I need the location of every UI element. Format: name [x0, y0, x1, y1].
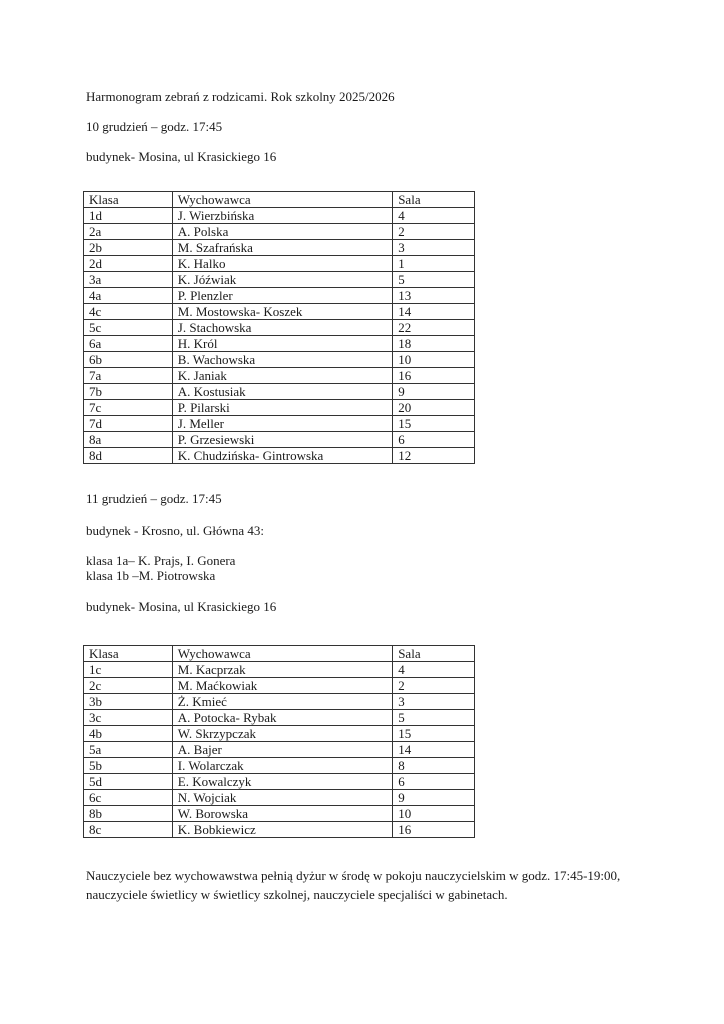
cell-sala: 4: [393, 662, 475, 678]
cell-sala: 14: [393, 304, 475, 320]
cell-klasa: 8c: [84, 822, 173, 838]
cell-wychowawca: W. Borowska: [172, 806, 392, 822]
cell-wychowawca: J. Meller: [172, 416, 392, 432]
cell-wychowawca: B. Wachowska: [172, 352, 392, 368]
table-row: [84, 806, 475, 822]
cell-klasa: 2b: [84, 240, 173, 256]
cell-klasa: 2c: [84, 678, 173, 694]
table-row: [84, 320, 475, 336]
table-row: [84, 288, 475, 304]
cell-wychowawca: P. Plenzler: [172, 288, 392, 304]
table-row: [84, 416, 475, 432]
table-row: [84, 662, 475, 678]
table-row: [84, 694, 475, 710]
cell-wychowawca: N. Wojciak: [172, 790, 392, 806]
table-row: [84, 256, 475, 272]
table-row: [84, 304, 475, 320]
table-header-row: [84, 646, 475, 662]
cell-sala: 15: [393, 726, 475, 742]
cell-sala: 15: [393, 416, 475, 432]
krosno-class-1a: klasa 1a– K. Prajs, I. Gonera: [86, 553, 236, 568]
cell-wychowawca: J. Stachowska: [172, 320, 392, 336]
cell-klasa: 7c: [84, 400, 173, 416]
table-row: [84, 240, 475, 256]
header-wychowawca: Wychowawca: [172, 192, 392, 208]
table-row: [84, 678, 475, 694]
cell-wychowawca: M. Mostowska- Koszek: [172, 304, 392, 320]
cell-wychowawca: K. Chudzińska- Gintrowska: [172, 448, 392, 464]
cell-wychowawca: K. Bobkiewicz: [172, 822, 392, 838]
table-row: [84, 272, 475, 288]
day1-date: 10 grudzień – godz. 17:45: [86, 119, 223, 134]
day2-building-krosno: budynek - Krosno, ul. Główna 43:: [86, 523, 265, 538]
header-sala: Sala: [393, 192, 475, 208]
cell-sala: 12: [393, 448, 475, 464]
cell-klasa: 7a: [84, 368, 173, 384]
cell-sala: 6: [393, 432, 475, 448]
cell-sala: 10: [393, 352, 475, 368]
table-row: [84, 448, 475, 464]
table-header-row: [84, 192, 475, 208]
cell-klasa: 3b: [84, 694, 173, 710]
cell-sala: 5: [393, 710, 475, 726]
table-row: [84, 208, 475, 224]
header-wychowawca: Wychowawca: [172, 646, 392, 662]
cell-wychowawca: P. Grzesiewski: [172, 432, 392, 448]
table-row: [84, 710, 475, 726]
table-row: [84, 758, 475, 774]
header-sala: Sala: [393, 646, 475, 662]
cell-klasa: 5d: [84, 774, 173, 790]
note-line-2: nauczyciele świetlicy w świetlicy szkolnej, nauczyciele specjaliści w gabinetach.: [86, 887, 508, 902]
document-title: Harmonogram zebrań z rodzicami. Rok szkolny 2025/2026: [86, 89, 395, 104]
cell-klasa: 2a: [84, 224, 173, 240]
cell-klasa: 2d: [84, 256, 173, 272]
cell-wychowawca: W. Skrzypczak: [172, 726, 392, 742]
cell-sala: 10: [393, 806, 475, 822]
cell-klasa: 3a: [84, 272, 173, 288]
cell-sala: 16: [393, 368, 475, 384]
cell-sala: 13: [393, 288, 475, 304]
cell-wychowawca: M. Szafrańska: [172, 240, 392, 256]
cell-sala: 3: [393, 240, 475, 256]
cell-sala: 14: [393, 742, 475, 758]
cell-klasa: 4b: [84, 726, 173, 742]
cell-wychowawca: H. Król: [172, 336, 392, 352]
table-row: [84, 368, 475, 384]
cell-wychowawca: K. Janiak: [172, 368, 392, 384]
cell-klasa: 6a: [84, 336, 173, 352]
header-klasa: Klasa: [84, 192, 173, 208]
cell-sala: 5: [393, 272, 475, 288]
cell-wychowawca: A. Polska: [172, 224, 392, 240]
cell-klasa: 8a: [84, 432, 173, 448]
note-line-1: Nauczyciele bez wychowawstwa pełnią dyżur w środę w pokoju nauczycielskim w godz. 17:45-19:00,: [86, 868, 621, 883]
cell-klasa: 5c: [84, 320, 173, 336]
day1-schedule-table: [83, 191, 475, 464]
table-row: [84, 352, 475, 368]
table-row: [84, 400, 475, 416]
cell-klasa: 7b: [84, 384, 173, 400]
table-row: [84, 336, 475, 352]
day2-date: 11 grudzień – godz. 17:45: [86, 491, 222, 506]
cell-sala: 9: [393, 790, 475, 806]
header-klasa: Klasa: [84, 646, 173, 662]
cell-klasa: 7d: [84, 416, 173, 432]
day2-building-mosina: budynek- Mosina, ul Krasickiego 16: [86, 599, 277, 614]
cell-sala: 16: [393, 822, 475, 838]
cell-wychowawca: A. Kostusiak: [172, 384, 392, 400]
table-row: [84, 822, 475, 838]
cell-sala: 9: [393, 384, 475, 400]
cell-sala: 6: [393, 774, 475, 790]
cell-wychowawca: A. Bajer: [172, 742, 392, 758]
cell-wychowawca: K. Jóźwiak: [172, 272, 392, 288]
cell-wychowawca: Ż. Kmieć: [172, 694, 392, 710]
cell-klasa: 5b: [84, 758, 173, 774]
cell-klasa: 8d: [84, 448, 173, 464]
day2-schedule-table: [83, 645, 475, 838]
cell-sala: 8: [393, 758, 475, 774]
cell-sala: 2: [393, 678, 475, 694]
cell-klasa: 6b: [84, 352, 173, 368]
cell-klasa: 4a: [84, 288, 173, 304]
cell-sala: 3: [393, 694, 475, 710]
cell-sala: 20: [393, 400, 475, 416]
cell-klasa: 8b: [84, 806, 173, 822]
cell-sala: 4: [393, 208, 475, 224]
cell-wychowawca: A. Potocka- Rybak: [172, 710, 392, 726]
table-row: [84, 726, 475, 742]
cell-klasa: 3c: [84, 710, 173, 726]
cell-wychowawca: E. Kowalczyk: [172, 774, 392, 790]
krosno-class-1b: klasa 1b –M. Piotrowska: [86, 568, 216, 583]
table-row: [84, 224, 475, 240]
table-row: [84, 774, 475, 790]
cell-klasa: 1d: [84, 208, 173, 224]
cell-wychowawca: I. Wolarczak: [172, 758, 392, 774]
table-row: [84, 742, 475, 758]
cell-klasa: 5a: [84, 742, 173, 758]
cell-sala: 2: [393, 224, 475, 240]
cell-klasa: 4c: [84, 304, 173, 320]
cell-klasa: 1c: [84, 662, 173, 678]
cell-wychowawca: M. Maćkowiak: [172, 678, 392, 694]
cell-wychowawca: M. Kacprzak: [172, 662, 392, 678]
cell-wychowawca: P. Pilarski: [172, 400, 392, 416]
table-row: [84, 432, 475, 448]
cell-sala: 18: [393, 336, 475, 352]
cell-wychowawca: J. Wierzbińska: [172, 208, 392, 224]
cell-klasa: 6c: [84, 790, 173, 806]
table-row: [84, 790, 475, 806]
table-row: [84, 384, 475, 400]
cell-sala: 22: [393, 320, 475, 336]
cell-sala: 1: [393, 256, 475, 272]
cell-wychowawca: K. Halko: [172, 256, 392, 272]
day1-building: budynek- Mosina, ul Krasickiego 16: [86, 149, 277, 164]
